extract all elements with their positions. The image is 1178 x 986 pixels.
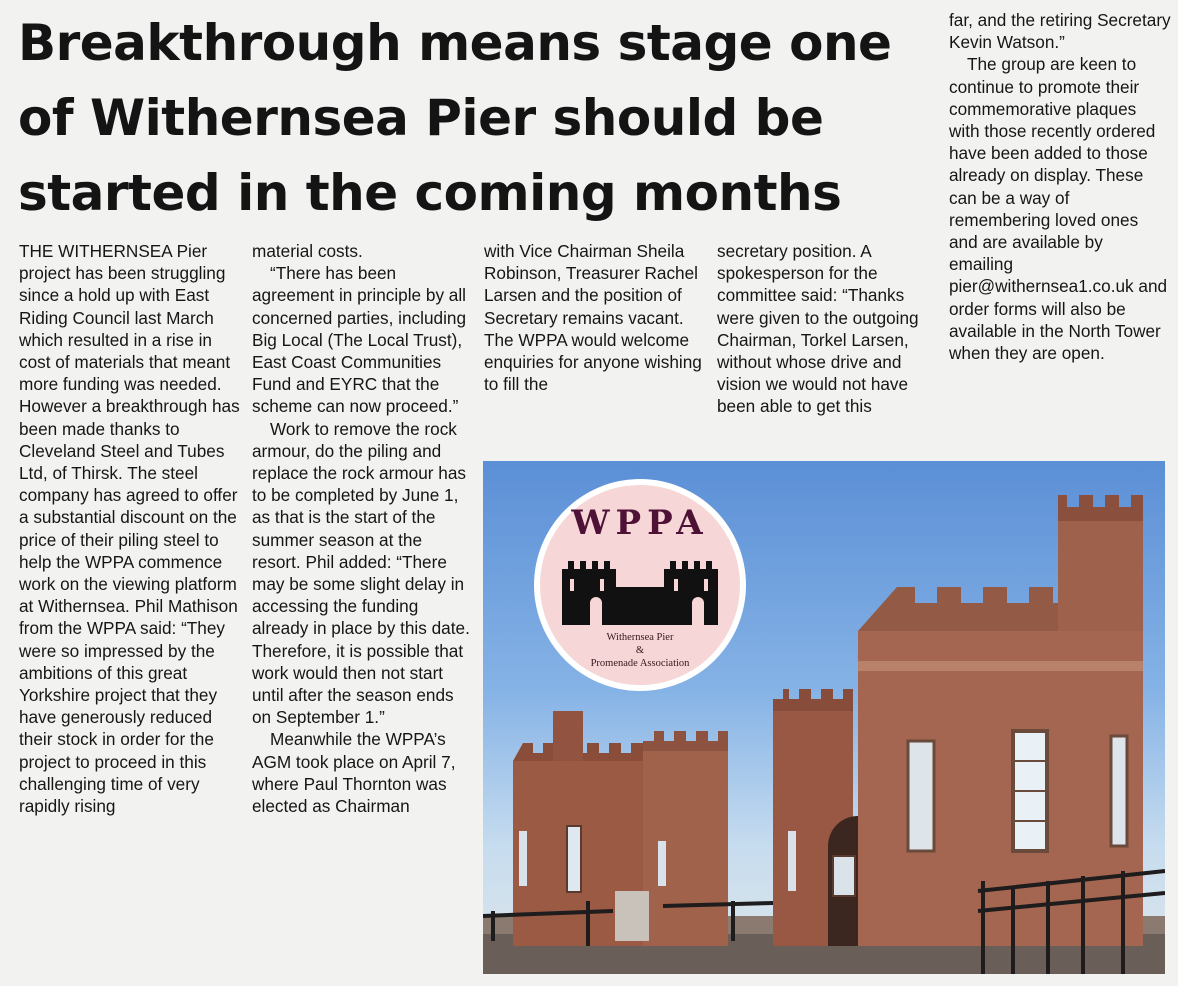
- logo-badge: [540, 485, 740, 685]
- logo-caption-line: Promenade Association: [590, 658, 690, 669]
- paragraph: secretary position. A spokesperson for the committee said: “Thanks were given to the outgoing Chairman, Torkel Larsen, without whose drive and vision we would not have been able to get this: [717, 241, 919, 417]
- article-column-5: [949, 9, 1171, 364]
- paragraph: with Vice Chairman Sheila Robinson, Treasurer Rachel Larsen and the position of Secretary remains vacant. The WPPA would welcome enquiries for anyone wishing to fill the: [484, 241, 702, 395]
- article-column-4: [717, 240, 939, 418]
- paragraph: Meanwhile the WPPA’s AGM took place on April 7, where Paul Thornton was elected as Chairman: [252, 729, 456, 817]
- castle-icon: [558, 553, 722, 625]
- paragraph: far, and the retiring Secretary Kevin Watson.”: [949, 10, 1171, 53]
- paragraph: THE WITHERNSEA Pier project has been struggling since a hold up with East Riding Council last March which resulted in a rise in cost of materials that meant more funding was needed. However a breakthrough has been made thanks to Cleveland Steel and Tubes Ltd, of Thirsk. The steel company has agreed to offer a substantial discount on the price of their piling steel to help the WPPA commence work on the viewing platform at Withernsea. Phil Mathison from the WPPA said: “They were so impressed by the ambitions of this great Yorkshire project that they have generously reduced their stock in order for the project to proceed in this challenging time of very rapidly rising: [19, 241, 240, 817]
- article-column-3: [484, 240, 706, 395]
- paragraph: Work to remove the rock armour, do the piling and replace the rock armour has to be completed by June 1, as that is the start of the summer season at the resort. Phil added: “There may be some slight delay in accessing the funding already in place by this date. Therefore, it is possible that work would then not start until after the season ends on September 1.”: [252, 418, 470, 728]
- wppa-logo: [534, 479, 746, 691]
- logo-caption-line: &: [635, 645, 645, 656]
- logo-caption-line: Withernsea Pier: [606, 632, 674, 643]
- paragraph: “There has been agreement in principle by all concerned parties, including Big Local (The Local Trust), East Coast Communities Fund and EYRC that the scheme can now proceed.”: [252, 263, 467, 417]
- article-column-1: [19, 240, 241, 817]
- article-column-2: [252, 240, 474, 817]
- left-towers: [513, 711, 728, 946]
- logo-letters: WPPA: [571, 503, 709, 543]
- paragraph: The group are keen to continue to promote their commemorative plaques with those recently ordered have been added to those already on display. These can be a way of remembering loved ones and are available by emailing pier@withernsea1.co.uk and order forms will also be available in the North Tower when they are open.: [949, 54, 1168, 364]
- headline: Breakthrough means stage one of Withernsea Pier should be started in the coming months: [18, 14, 892, 222]
- logo-caption: [540, 631, 740, 670]
- paragraph: material costs.: [252, 241, 363, 261]
